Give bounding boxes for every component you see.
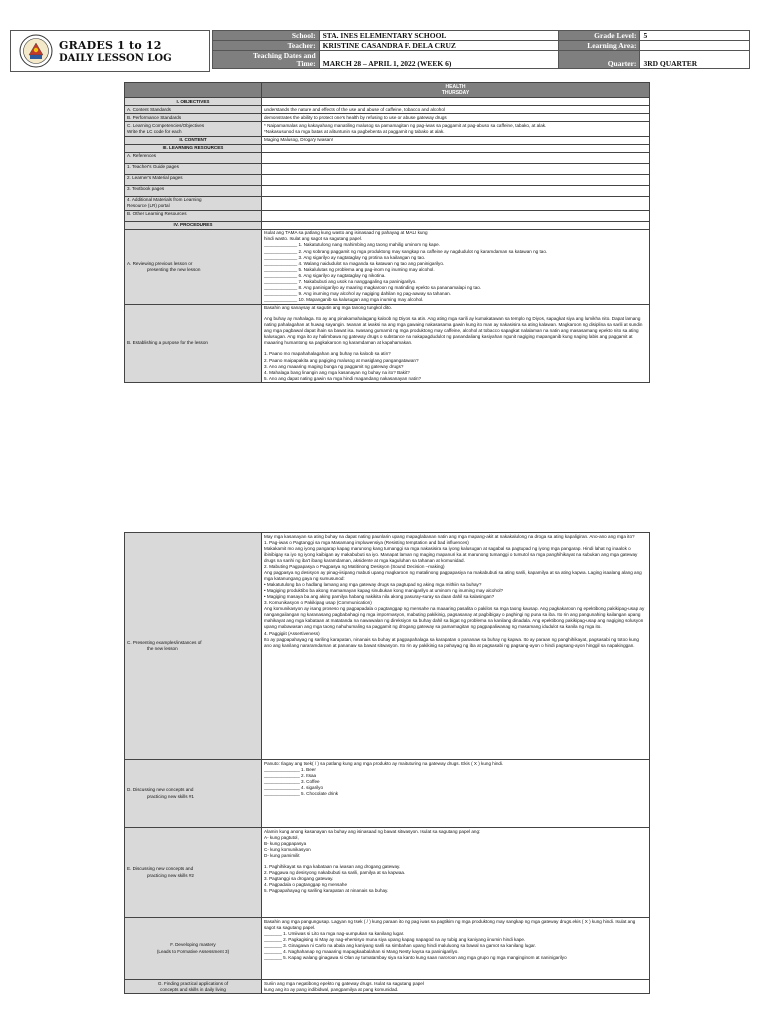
review-line: _____________ 3. Ang sigarilyo ay nagtataglay ng protina na kailangan ng tao. (264, 254, 426, 260)
textbook-label: 3. Textbook pages (125, 185, 262, 196)
mastery-line: Basahin ang mga pangungusap. Lagyan ng tsek ( / ) kung paraan ito ng pag iwas sa pagtikim ng mga produktong may sangkap ng mga gateway drugs.ekis ( X ) kung hindi. Isulat ang sagot sa sagutang papel. (264, 918, 636, 930)
objectives-blank (262, 98, 650, 106)
purpose-question: 2. Paano maipapakita ang pagiging malusog at masiglang pangangatawan? (264, 357, 419, 363)
purpose-question: 3. Ano ang maaaring maging bunga ng paggamit ng gateway drugs? (264, 363, 404, 369)
grade-value: 5 (640, 31, 750, 41)
discussing-1-line: ______________ 2. Itsaa (264, 772, 317, 778)
examples-line: May mga kasanayan sa ating buhay na dapat nating paunlarin upang mapaglabanan natin ang mga mapang-akit at nakakalulong na droga sa ating kapaligiran. Ano-ano ang mga ito? (264, 533, 635, 539)
discussing-2-label: E. Discussing new concepts and practicing new skills #2 (125, 828, 262, 918)
mastery-line: _______ 1. Umiiwas si Lito sa mga nag-uumpukan sa kanilang lugar. (264, 930, 405, 936)
subject-header: HEALTH THURSDAY (262, 83, 650, 98)
objectives-label: I. OBJECTIVES (125, 98, 262, 106)
references-value (262, 152, 650, 163)
header (10, 30, 750, 72)
review-line: Isulat ang TAMA sa patlang kung wasto ang isinasaad ng pahayag at MALI kung (264, 230, 428, 236)
purpose-essay: Ang buhay ay mahalaga. Ito ay ang pinakamahalagang kaloob ng Diyos sa atin. Ang ating mga sarili ay kumakatawan sa templo ng Diyos, sapagkat siya ang lumikha nito. Dapat lamang nating pahalagahan at huwag sayangin. Iwanan at iwaksi na ang mga gawaing nakasasama gawin kung ito man ay nakasisira sa ating kalawan. Magkaroon ng disiplina sa sarili at sundin ang mga pagbawal dapat ihain sa bawat isa. Iwasang gumamit ng mga produktong may caffeine, alcohol at tobacco sapagkat nalalaman na natin ang masasamang epekto nito sa ating kalusugan. Ang mga ito ay halimbawa ng gateway drugs o substance na nakapagdudulot ng panandaliang kasiyahan ngunit nagiging mapanganib kung naging labis ang paggamit at maaaring humantong sa pagkakaroon ng karamdaman at kapahamakan. (264, 316, 643, 346)
grade-label: Grade Level: (558, 31, 640, 41)
competencies-label: C. Learning Competencies/Objectives Write the LC code for each (125, 122, 262, 136)
purpose-question: 4. Mahalaga bang linangin ang mga kasanayan ng buhay na ito? Bakit? (264, 369, 410, 375)
examples-content (262, 533, 650, 760)
mastery-label: F. Developing mastery (Leads to Formative Assessment 3) (125, 918, 262, 980)
examples-line: • Makatutulong ba o hadlang lamang ang mga gateway drugs sa pagtupad ng aking mga mithiin sa buhay? (264, 582, 482, 587)
discussing-1-content (262, 760, 650, 828)
purpose-label: B. Establishing a purpose for the lesson (125, 304, 262, 383)
discussing-2-line: 5. Pagpapahayag ng sariling karapatan at ninanais sa buhay. (264, 888, 389, 894)
deped-seal-icon (19, 34, 53, 68)
discussing-2-line: Alamin kung anong kasanayan sa buhay ang isinasaad ng bawat sitwasyon. Isulat sa sagutang papel ang: (264, 828, 481, 834)
review-line: _____________ 6. Ang sigarilyo ay nagtataglay ng nikotina. (264, 272, 386, 278)
purpose-question: 5. Ano ang dapat nating gawin sa mga hindi magandang nakasanayan natin? (264, 375, 422, 381)
other-resources-value (262, 210, 650, 221)
review-line: _____________ 5. Nakalulutas ng problema ang pag-inom ng inuming may alcohol. (264, 266, 435, 272)
teachers-guide-label: 1. Teacher's Guide pages (125, 163, 262, 174)
form-subtitle: DAILY LESSON LOG (59, 53, 172, 64)
discussing-2-line: D- kung pamimilit (264, 852, 300, 858)
examples-line: • Magiging masaya ba ang aking pamilya habang nakikita nila akong pasuray-suray sa daan dahil sa kalasingan? (264, 594, 495, 600)
procedures-blank (262, 221, 650, 229)
other-resources-label: B. Other Learning Resources (125, 210, 262, 221)
additional-materials-value (262, 196, 650, 210)
school-label: School: (213, 31, 320, 41)
lesson-table-1 (124, 82, 650, 383)
resources-blank (262, 144, 650, 152)
procedures-label: IV. PROCEDURES (125, 221, 262, 229)
mastery-line: _______ 5. Kapag walang ginagawa si Olan ay tumatambay siya sa kanto kung saan naroroon ang mga grupo ng mga manginginom at naninigarilyo (264, 954, 567, 960)
review-line: hindi wasto. Isulat ang sagot sa sagutang papel. (264, 236, 363, 242)
applications-content (262, 980, 650, 994)
discussing-1-label: D. Discussing new concepts and practicing new skills #1 (125, 760, 262, 828)
review-content (262, 229, 650, 304)
references-label: A. References (125, 152, 262, 163)
lesson-table-2 (124, 532, 650, 994)
applications-label: G. Finding practical applications of concepts and skills in daily living (125, 980, 262, 994)
discussing-2-line: C- kung komunikasyon (264, 846, 311, 852)
learners-material-value (262, 174, 650, 185)
form-title: GRADES 1 to 12 (59, 39, 162, 52)
content-label: II. CONTENT (125, 136, 262, 144)
mastery-line: _______ 3. Ginagawa ni Carlo na abala ang kaniyang sarili sa simbahan upang hindi maluluong sa bawal na gamot sa kanilang lugar. (264, 942, 536, 948)
info-table (212, 30, 750, 69)
teacher-value: KRISTINE CASANDRA F. DELA CRUZ (319, 41, 558, 51)
school-value: STA. INES ELEMENTARY SCHOOL (319, 31, 558, 41)
header-blank (125, 83, 262, 98)
examples-line: • Magiging produktibo ba akong mamamayan kapag sinubukan kong manigarilyo at uminom ng inuming may alcohol? (264, 588, 504, 594)
examples-line: Ang komunikasyon ay isang proseso ng pagpapadala o pagtanggap ng mensahe na maaaring pasalita o pakilos sa mga taong kausap. Ang pagkakaroon ng epektibong pakikipag-usap ay nangangailangan ng karanasang pagbabahagi ng mga impormasyon, mabuting pakikinig, pagsasanay at pagbibigay o paghingi ng puna sa iba. Ito rin ang pangunahing kailangan upang mahikayat ang mga kabataan at matatanda na nawawalan ng direksiyon sa buhay dahil sa bigat ng problema na kanilang dinadala. Ang epektibong pakikipag-usap ang nagiging solusyon upang mabawasan ang mga taong nahuhumaling sa paggamit ng drogang gateway sa pamamagitan ng pagpapaliwanag ng masamang idudulot sa kanila ng mga ito. (264, 606, 645, 630)
mastery-line: _______ 4. Naghahanap ng maaaring mapagkaabalahan si Mang Nesty kaysa sa paninigarilyo. (264, 948, 459, 954)
discussing-2-line: 2. Paggawa ng desisyong nakabubuti sa sarili, pamilya at sa kapwaa. (264, 869, 406, 875)
purpose-content (262, 304, 650, 383)
discussing-2-content (262, 828, 650, 918)
mastery-content (262, 918, 650, 980)
area-value (640, 41, 750, 51)
teacher-label: Teacher: (213, 41, 320, 51)
review-line: _____________ 10. Mapanganib sa kalusugan ang mga inuming may alcohol. (264, 297, 424, 302)
review-line: _____________ 7. Nakabubuti ang usok na nanggagaling sa paninigarilyo. (264, 278, 417, 284)
content-standards-text: understands the nature and effects of the use and abuse of caffeine, tobacco and alcohol (262, 106, 650, 114)
dates-label: Teaching Dates and Time: (213, 51, 320, 69)
quarter-value: 3RD QUARTER (640, 51, 750, 69)
discussing-2-line: B- kung pagpapasya (264, 840, 307, 846)
mastery-line: _______ 2. Pagkagising ni May ay nag-ehersisyo muna siya upang kapag napagod na ay tubig ang kaniyang iinumin hindi kape. (264, 936, 526, 942)
discussing-1-line: ______________ 4. sigarilyo (264, 784, 324, 790)
examples-line: Ito ay pagpapahayag ng sariling karapatan, ninanais sa buhay at pagpapahalaga sa karapatan o pananaw sa buhay ng kapwa. Ito ay paraan ng panghihikayat, pagsasabi ng totoo kung ano ang kanilang nararamdaman at pananaw sa bawat sitwasyon. Ito rin ay pakikinig sa pahayag ng iba at pagsasabi ng pagsang-ayon o hindi pagsang-ayon hinggil sa napakinggan. (264, 636, 639, 648)
examples-line: 3. Komunikasyon o Pakikipag usap (Communication) (264, 600, 372, 606)
review-line: _____________ 2. Ang sobrang paggamit ng mga produktong may sangkap na caffeine ay nagdudulot ng karamdaman sa katawan ng tao. (264, 248, 548, 254)
review-line: _____________ 1. Nakatutulong nang mahimbing ang taong mahilig uminom ng kape. (264, 242, 440, 248)
examples-line: 4. Paggigiit (Assertiveness) (264, 630, 320, 636)
quarter-label: Quarter: (558, 51, 640, 69)
review-line: _____________ 8. Ang paninigarilyo ay maaring magkaroon ng matinding epekto sa pananamalapi ng tao. (264, 284, 482, 290)
examples-label: C. Presenting examples/instances of the new lesson (125, 533, 262, 760)
additional-materials-label: 4. Additional Materials from Learning Resource (LR) portal (125, 196, 262, 210)
discussing-2-line: 4. Pagpadala o pagtanggap ng mensahe (264, 882, 348, 887)
purpose-question: 1. Paano mo mapahahalagahan ang buhay na kaloob sa atin? (264, 351, 391, 357)
review-line: _____________ 4. Walang naidudulot na maganda sa katawan ng tao ang paninigarilyo. (264, 260, 445, 266)
title-box (10, 30, 210, 72)
discussing-2-line: A- kung pagtutol, (264, 834, 299, 840)
performance-standards-label: B. Performance Standards (125, 114, 262, 122)
discussing-2-line: 3. Pagtanggi sa drogang gateway. (264, 875, 334, 881)
learners-material-label: 2. Learner's Material pages (125, 174, 262, 185)
review-label: A. Reviewing previous lesson or presenting the new lesson (125, 229, 262, 304)
discussing-1-line: ______________ 5. Chocolate drink (264, 790, 339, 796)
purpose-intro: Basahin ang sanaysay at sagutin ang mga tanong tungkol dito. (264, 305, 392, 311)
applications-line: kung ang ito ay pang indibidwal, pangpamilya at pang komunidad. (264, 986, 399, 992)
examples-line: 1. Pag-iwas o Pagtanggi sa mga Masamang impluwensiya (Resisting temptation and bad influences) (264, 539, 469, 545)
dates-value: MARCH 28 – APRIL 1, 2022 (WEEK 6) (319, 51, 558, 69)
review-line: _____________ 9. Ang inuming may alcohol ay nagiging dahilan ng pag-aaway sa tahanan. (264, 290, 451, 296)
area-label: Learning Area: (558, 41, 640, 51)
textbook-value (262, 185, 650, 196)
discussing-1-line: ______________ 1. Beer (264, 766, 316, 772)
examples-line: 2. Mabuting Pagpapasya o Pagpasya ng Matitinong Desisyon (Sound Decision –making) (264, 563, 445, 569)
examples-line: Ang pagpasya ng desisyon ay pinag-iisipang mabuti upang magkaroon ng matalinong pagpapasiya na makabubuti sa ating sarili, kapamilya at sa ating kapwa. Laging isaalang alang ang mga katanungang gaya ng sumusunod: (264, 569, 642, 581)
resources-label: III. LEARNING RESOURCES (125, 144, 262, 152)
applications-line: Suriin ang mga negatibong epekto ng gateway drugs. Isulat sa sagutang papel (264, 980, 424, 986)
competencies-text: * Naipamamalas ang kakayahang manatiling malusog sa pamamagitan ng pag-iwas sa paggamit at pag-abuso sa caffeine, tabako, at alak. *Nakasusunod sa mga batas at alituntunin sa pagbebenta at paggamit ng tabako at alak. (262, 122, 650, 136)
examples-line: Makakamit mo ang iyong pangarap kapag marunong kang tumanggi sa mga nakasisira sa iyong kalusugan at sagabal sa pagtupad ng iyong mga pangarap. Hindi lahat ng inaalok o ibinibigay sa iyo ng iyong kaibigan ay makabubuti sa iyo. Manapat laman ng maging mapanuri ka at marunong tumanggi o tumutol sa mga panghihikayat na subukan ang mga gateway drugs na sanhi ng iba't ibang karamdaman, aksidente at mga kaguluhan sa tahanan at komunidad. (264, 545, 638, 563)
performance-standards-text: demonstrates the ability to protect one's health by refusing to use or abuse gateway drugs (262, 114, 650, 122)
discussing-1-line: Panuto: Ilagay ang tsek( / ) sa patlang kung ang mga produkto ay maituturing na gateway drugs. Ekis ( X ) kung hindi. (264, 760, 504, 766)
content-standards-label: A. Content Standards (125, 106, 262, 114)
discussing-1-line: ______________ 3. Coffee (264, 778, 320, 784)
teachers-guide-value (262, 163, 650, 174)
discussing-2-line: 1. Paghihikayat sa mga kabataan na iwasan ang drogang gateway. (264, 863, 401, 869)
content-text: Maging Malusog, Droga'y Iwasan! (262, 136, 650, 144)
